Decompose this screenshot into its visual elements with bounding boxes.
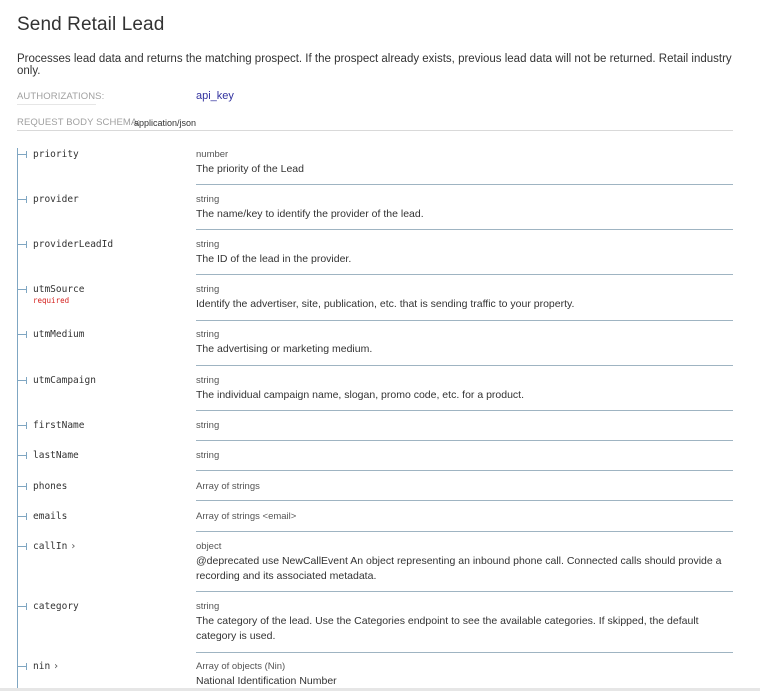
property-name-text: utmMedium [33, 329, 85, 340]
property-description: @deprecated use NewCallEvent An object representing an inbound phone call. Connected calls should provide a recording and its associated metadata. [196, 555, 722, 582]
property-type: string [196, 239, 220, 250]
chevron-right-icon[interactable]: › [71, 541, 76, 552]
property-type: string [196, 194, 220, 205]
tree-branch [17, 486, 27, 487]
api-key-link[interactable]: api_key [196, 90, 234, 102]
tree-branch [17, 244, 27, 245]
tree-branch [17, 666, 27, 667]
property-name[interactable] [17, 149, 79, 160]
property-type: number [196, 149, 229, 160]
property-name[interactable] [17, 329, 84, 340]
property-name-text: firstName [33, 420, 85, 431]
required-badge: required [33, 296, 70, 305]
chevron-right-icon[interactable]: › [54, 661, 59, 672]
property-name-text: providerLeadId [33, 239, 114, 250]
property-description: The name/key to identify the provider of the lead. [196, 208, 424, 220]
property-name[interactable] [17, 481, 67, 492]
property-name-text: callIn [33, 541, 68, 552]
divider [196, 470, 733, 471]
divider [196, 500, 733, 501]
tree-branch [17, 289, 27, 290]
property-description: National Identification Number [196, 675, 337, 687]
divider [17, 130, 733, 131]
property-type: Array of strings <email> [196, 511, 297, 522]
property-type: string [196, 375, 220, 386]
page-description: Processes lead data and returns the matching prospect. If the prospect already exists, previous lead data will not be returned. Retail industry only. [17, 53, 732, 77]
property-name[interactable] [17, 375, 96, 386]
property-name-text: nin [33, 661, 51, 672]
property-name[interactable] [17, 450, 79, 461]
property-type: Array of objects (Nin) [196, 661, 286, 672]
property-description: Identify the advertiser, site, publication, etc. that is sending traffic to your property. [196, 298, 575, 310]
property-type: string [196, 284, 220, 295]
property-description: The priority of the Lead [196, 163, 304, 175]
property-description: The advertising or marketing medium. [196, 343, 373, 355]
property-name-text: phones [33, 481, 68, 492]
property-name-text: utmSource [33, 284, 85, 295]
property-type: Array of strings [196, 481, 260, 492]
divider [196, 440, 733, 441]
property-name[interactable] [17, 511, 67, 522]
tree-branch [17, 199, 27, 200]
property-name[interactable] [17, 284, 84, 295]
property-type: string [196, 601, 220, 612]
property-description: The category of the lead. Use the Categories endpoint to see the available categories. If skipped, the default category is used. [196, 615, 699, 642]
property-name[interactable] [17, 420, 84, 431]
property-type: string [196, 420, 220, 431]
property-description: The individual campaign name, slogan, promo code, etc. for a product. [196, 389, 525, 401]
divider [196, 274, 733, 275]
tree-branch [17, 546, 27, 547]
property-name-expandable[interactable] [17, 661, 58, 672]
property-name-text: provider [33, 194, 79, 205]
tree-branch [17, 455, 27, 456]
property-name[interactable] [17, 239, 113, 250]
divider [196, 229, 733, 230]
property-type: string [196, 450, 220, 461]
request-body-schema-label [17, 117, 140, 128]
page-title: Send Retail Lead [17, 14, 165, 35]
divider [196, 410, 733, 411]
tree-branch [17, 606, 27, 607]
tree-branch [17, 425, 27, 426]
property-name[interactable] [17, 601, 79, 612]
property-description: The ID of the lead in the provider. [196, 253, 352, 265]
property-name-text: lastName [33, 450, 79, 461]
divider [196, 531, 733, 532]
property-type: object [196, 541, 222, 552]
tree-branch [17, 334, 27, 335]
tree-branch [17, 380, 27, 381]
authorizations-label: AUTHORIZATIONS: [17, 91, 96, 105]
property-type: string [196, 329, 220, 340]
property-name[interactable] [17, 194, 79, 205]
divider [196, 184, 733, 185]
request-body-schema-label-text: REQUEST BODY SCHEMA: [17, 117, 141, 128]
content-type: application/json [134, 118, 197, 128]
property-name-expandable[interactable] [17, 541, 75, 552]
divider [196, 365, 733, 366]
property-name-text: category [33, 601, 79, 612]
property-name-text: priority [33, 149, 79, 160]
divider [196, 591, 733, 592]
tree-branch [17, 516, 27, 517]
property-name-text: utmCampaign [33, 375, 96, 386]
tree-branch [17, 154, 27, 155]
property-name-text: emails [33, 511, 68, 522]
divider [196, 320, 733, 321]
divider [196, 652, 733, 653]
